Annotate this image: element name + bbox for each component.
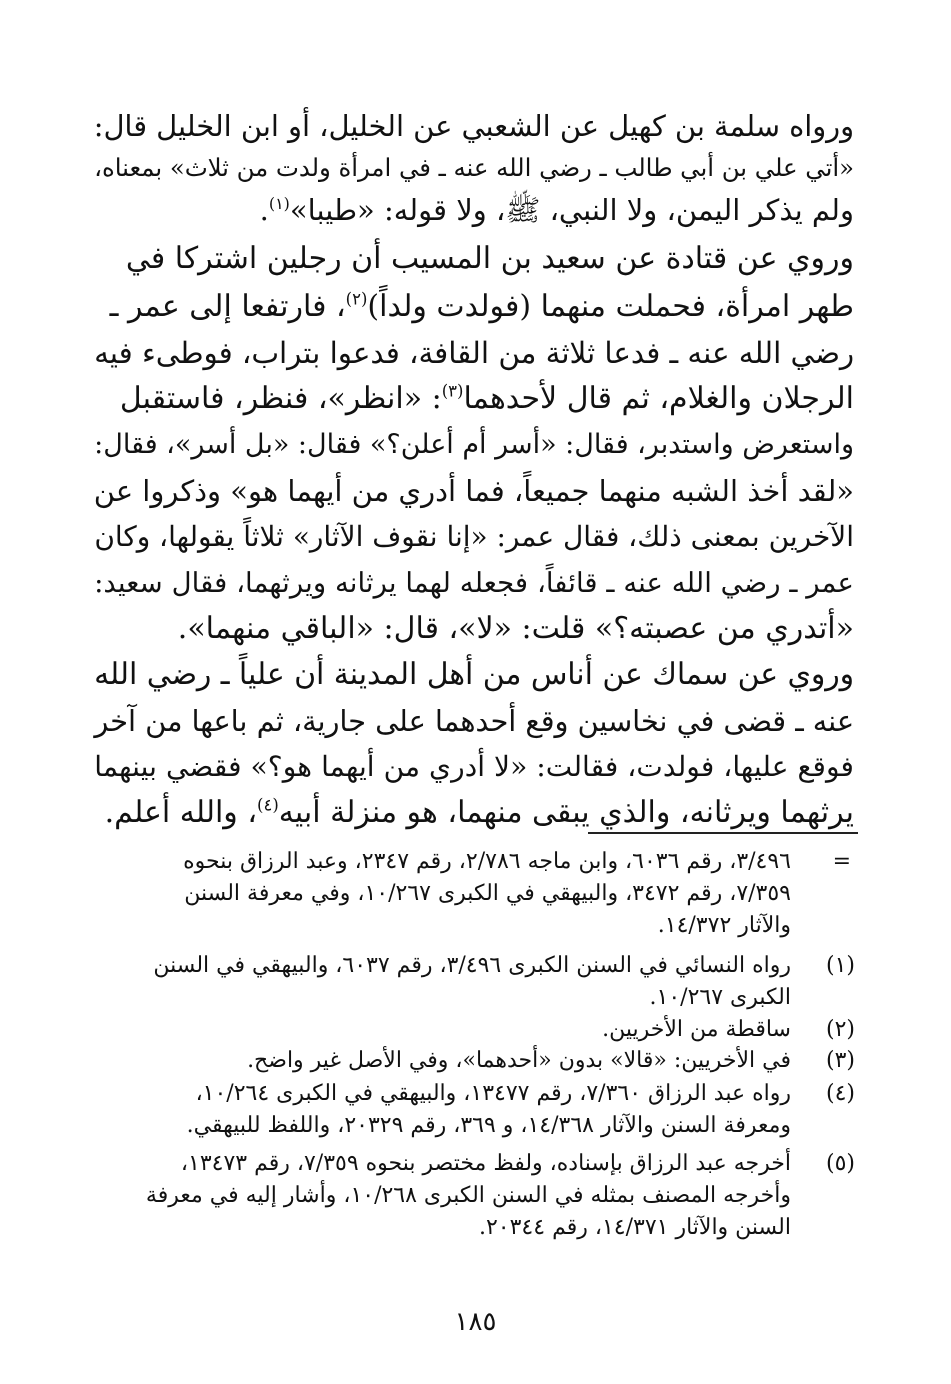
footnote-continuation-line-3: والآثار ١٤/٣٧٢. xyxy=(657,913,791,938)
body-line-4: وروي عن قتادة عن سعيد بن المسيب أن رجلين اشتركا في xyxy=(125,241,854,276)
footnote-1-line-1: رواه النسائي في السنن الكبرى ٣/٤٩٦، رقم ٦٠٣٧، والبيهقي في السنن xyxy=(153,953,791,978)
body-line-8: واستعرض واستدبر، فقال: «أسر أم أعلن؟» فقال: «بل أسر»، فقال: xyxy=(94,429,854,460)
body-line-16-text: يرثهما ويرثانه، والذي يبقى منهما، هو منزلة أبيه$^{(٤)}$، والله أعلم. xyxy=(104,795,854,830)
body-line-9: «لقد أخذ الشبه منهما جميعاً، فما أدري من أيهما هو» وذكروا عن xyxy=(93,474,854,508)
footnote-5-line-2: وأخرجه المصنف بمثله في السنن الكبرى ١٠/٢٦٨، وأشار إليه في معرفة xyxy=(145,1183,791,1208)
body-line-15: فوقع عليها، فولدت، فقالت: «لا أدري من أيهما هو؟» فقضي بينهما xyxy=(94,750,854,783)
footnote-separator xyxy=(588,832,858,834)
body-line-12: «أتدري من عصبته؟» قلت: «لا»، قال: «الباقي منهما». xyxy=(177,611,854,646)
footnote-3-line-1: في الأخريين: «قالا» بدون «أحدهما»، وفي الأصل غير واضح. xyxy=(247,1048,791,1073)
body-line-16 xyxy=(105,790,854,836)
body-line-11: عمر ـ رضي الله عنه ـ قائفاً، فجعله لهما يرثانه ويرثهما، فقال سعيد: xyxy=(94,566,854,599)
body-line-10: الآخرين بمعنى ذلك، فقال عمر: «إنا نقوف الآثار» ثلاثاً يقولها، وكان xyxy=(94,520,854,553)
footnote-1-line-2: الكبرى ١٠/٢٦٧. xyxy=(649,985,791,1010)
body-line-14: عنه ـ قضى في نخاسين وقع أحدهما على جارية، ثم باعها من آخر xyxy=(94,704,854,738)
footnote-5-line-1: أخرجه عبد الرزاق بإسناده، ولفظ مختصر بنحوه ٧/٣٥٩، رقم ١٣٤٧٣، xyxy=(180,1151,791,1176)
footnote-2-number: (٢) xyxy=(825,1017,855,1042)
body-line-7-text: الرجلان والغلام، ثم قال لأحدهما$^{(٣)}$: «انظر»، فنظر، فاستقبل xyxy=(119,381,854,416)
footnote-continuation-line-1: ٣/٤٩٦، رقم ٦٠٣٦، وابن ماجه ٢/٧٨٦، رقم ٢٣٤٧، وعبد الرزاق بنحوه xyxy=(183,849,791,874)
footnote-4-line-1: رواه عبد الرزاق ٧/٣٦٠، رقم ١٣٤٧٧، والبيهقي في الكبرى ١٠/٢٦٤، xyxy=(195,1081,791,1106)
body-line-3-text: ولم يذكر اليمن، ولا النبي، ﷺ، ولا قوله: «طيبا»$^{(١)}$. xyxy=(259,193,854,227)
body-line-6: رضي الله عنه ـ فدعا ثلاثة من القافة، فدعوا بتراب، فوطىء فيه xyxy=(94,336,854,370)
body-line-3 xyxy=(260,188,854,232)
body-line-13: وروي عن سماك عن أناس من أهل المدينة أن علياً ـ رضي الله xyxy=(94,657,854,692)
body-line-5-text: طهر امرأة، فحملت منهما (فولدت ولداً)$^{(٢)}$، فارتفعا إلى عمر ـ xyxy=(109,289,854,324)
footnote-5-number: (٥) xyxy=(825,1151,855,1176)
body-line-5 xyxy=(110,284,854,330)
footnote-4-number: (٤) xyxy=(825,1081,855,1106)
footnote-1-number: (١) xyxy=(825,953,855,978)
footnote-continuation-marker: = xyxy=(832,849,851,874)
footnote-continuation-line-2: ٧/٣٥٩، رقم ٣٤٧٢، والبيهقي في الكبرى ١٠/٢٦٧، وفي معرفة السنن xyxy=(184,881,791,906)
footnote-2-line-1: ساقطة من الأخريين. xyxy=(602,1017,791,1042)
footnote-5-line-3: السنن والآثار ١٤/٣٧١، رقم ٢٠٣٤٤. xyxy=(478,1215,791,1240)
page-number: ١٨٥ xyxy=(454,1307,497,1337)
body-line-2: «أتي علي بن أبي طالب ـ رضي الله عنه ـ في امرأة ولدت من ثلاث» بمعناه، xyxy=(94,153,854,182)
footnote-4-line-2: ومعرفة السنن والآثار ١٤/٣٦٨، و ٣٦٩، رقم ٢٠٣٢٩، واللفظ للبيهقي. xyxy=(186,1113,791,1138)
footnote-3-number: (٣) xyxy=(825,1048,855,1073)
body-line-7 xyxy=(120,376,854,422)
body-line-1: ورواه سلمة بن كهيل عن الشعبي عن الخليل، أو ابن الخليل قال: xyxy=(93,109,854,143)
